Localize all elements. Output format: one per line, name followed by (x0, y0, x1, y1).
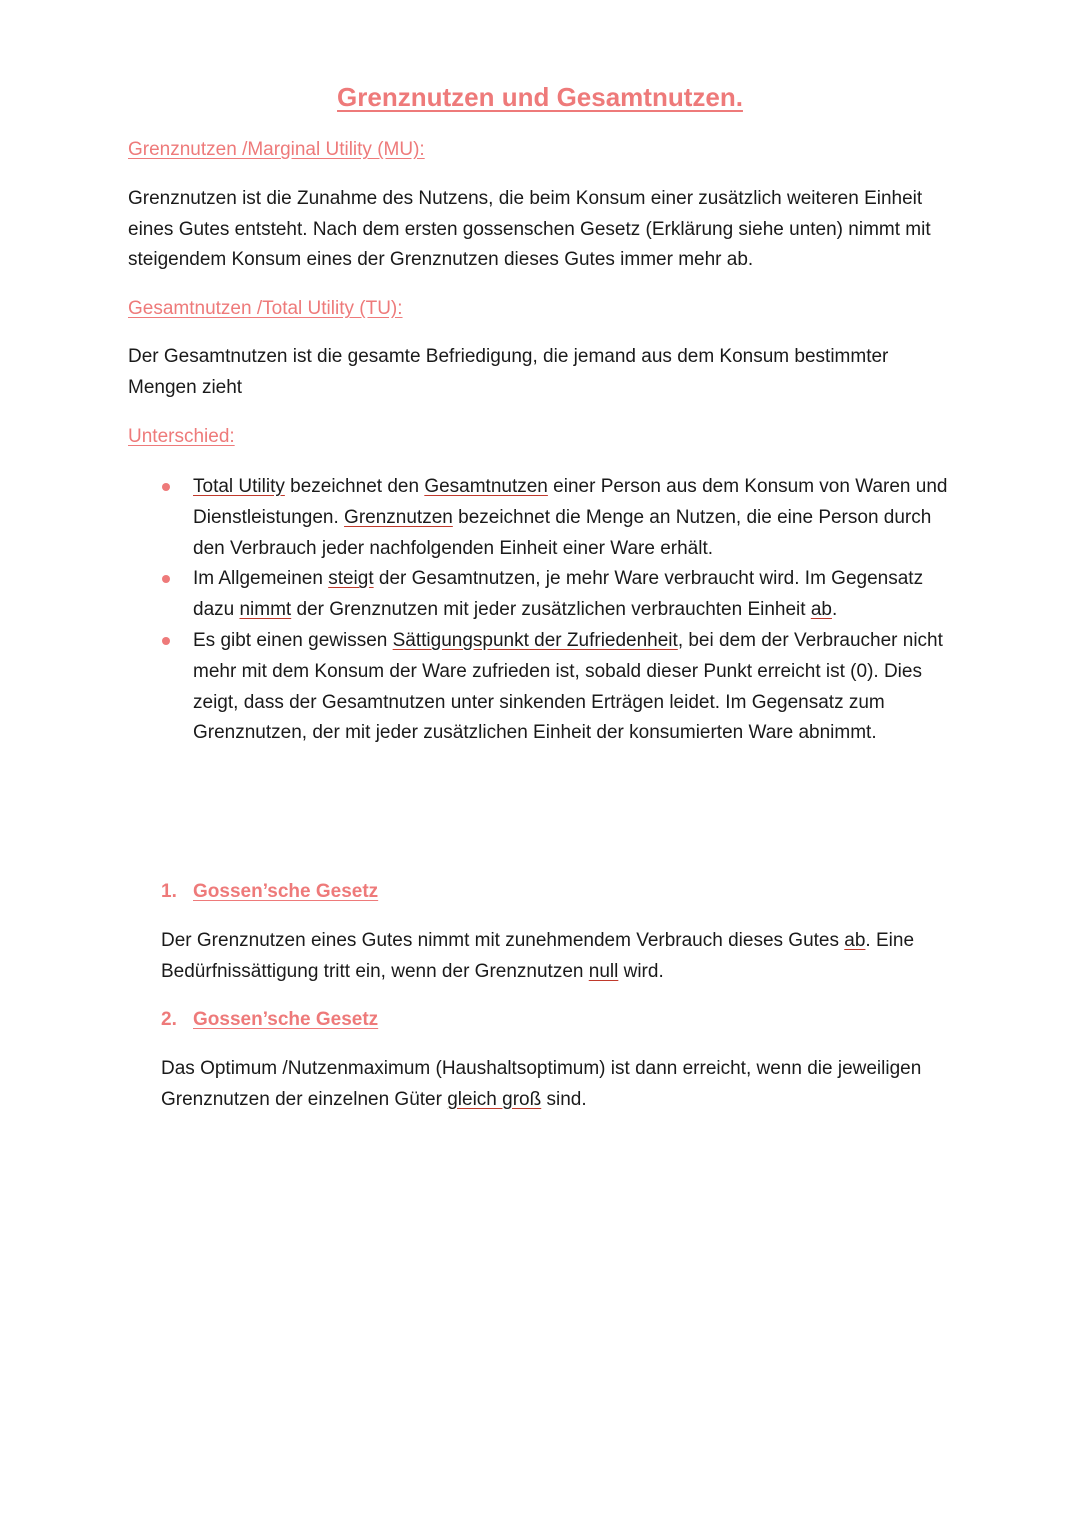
heading-text: Gossen’sche Gesetz (193, 881, 379, 902)
text-run: der Gesamtnutzen, je mehr Ware verbraucht wird. Im Gegensatz dazu (193, 568, 924, 621)
list-number: 2. (161, 1009, 177, 1030)
paragraph-gesamtnutzen: Der Gesamtnutzen ist die gesamte Befriedigung, die jemand aus dem Konsum bestimmter Mengen zieht (128, 346, 889, 398)
paragraph-grenznutzen: Grenznutzen ist die Zunahme des Nutzens, die beim Konsum einer zusätzlich weiteren Einheit eines Gutes entsteht. Nach dem ersten gossenschen Gesetz (Erklärung siehe unten) nimmt mit steigendem Konsum eines der Grenznutzen dieses Gutes immer mehr ab. (128, 188, 931, 270)
bullet-icon (162, 575, 170, 583)
underlined-term: Grenznutzen (344, 506, 453, 528)
bullet-icon (162, 483, 170, 491)
text-run: bezeichnet den (284, 476, 425, 497)
heading-text: Gossen’sche Gesetz (193, 1009, 379, 1030)
text-run: . (831, 599, 838, 621)
underlined-term: null (588, 960, 619, 982)
text-run: . Eine Bedürfnissättigung tritt ein, wenn der Grenznutzen (161, 930, 915, 982)
heading-unterschied: Unterschied: (128, 426, 235, 447)
list-item (160, 472, 960, 564)
paragraph-gesetz-2 (161, 1054, 961, 1115)
text-run: bezeichnet die Menge an Nutzen, die eine Person durch den Verbrauch jeder nachfolgenden Einheit einer Ware erhält. (193, 506, 932, 559)
underlined-term: gleich groß (447, 1088, 542, 1110)
underlined-term: ab (844, 930, 866, 951)
unterschied-list (160, 472, 960, 749)
underlined-term: nimmt (239, 599, 292, 621)
underlined-term: ab (810, 599, 832, 621)
underlined-term: steigt (328, 568, 374, 590)
underlined-term: Gesamtnutzen (424, 476, 548, 497)
text-run: sind. (541, 1088, 587, 1110)
bullet-icon (162, 637, 170, 645)
heading-grenznutzen: Grenznutzen /Marginal Utility (MU): (128, 139, 425, 160)
text-run: wird. (618, 960, 664, 982)
list-number: 1. (161, 881, 177, 902)
underlined-term: Total Utility (193, 476, 285, 497)
text-run: Der Grenznutzen eines Gutes nimmt mit zunehmendem Verbrauch dieses Gutes (161, 930, 845, 951)
text-run: einer Person aus dem Konsum von Waren und Dienstleistungen. (193, 476, 948, 528)
text-run: Im Allgemeinen (193, 568, 329, 590)
paragraph-gesetz-1 (161, 926, 961, 987)
text-run: Das Optimum /Nutzenmaximum (Haushaltsoptimum) ist dann erreicht, wenn die jeweiligen Grenznutzen der einzelnen Güter (161, 1058, 922, 1110)
list-item (160, 626, 960, 749)
heading-gesetz-1 (161, 879, 378, 905)
list-item (160, 564, 960, 626)
text-run: , bei dem der Verbraucher nicht mehr mit dem Konsum der Ware zufrieden ist, sobald dieser Punkt erreicht ist (0). Dies zeigt, dass der Gesamtnutzen unter sinkenden Erträgen leidet. Im Gegensatz zum Grenznutzen, der mit jeder zusätzlichen Einheit der konsumierten Ware abnimmt. (193, 629, 943, 744)
underlined-term: Sättigungspunkt der Zufriedenheit (392, 629, 678, 651)
page-title: Grenznutzen und Gesamtnutzen. (337, 82, 743, 112)
heading-gesamtnutzen: Gesamtnutzen /Total Utility (TU): (128, 298, 403, 319)
text-run: der Grenznutzen mit jeder zusätzlichen verbrauchten Einheit (291, 599, 811, 621)
text-run: Es gibt einen gewissen (193, 629, 393, 651)
heading-gesetz-2 (161, 1007, 378, 1033)
